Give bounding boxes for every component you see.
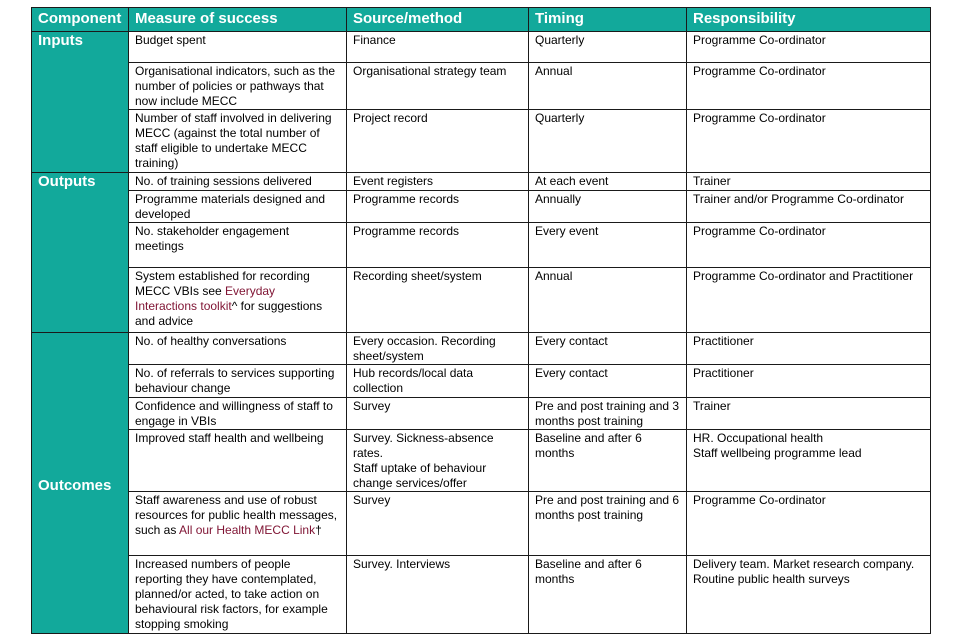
header-source: Source/method [347,8,529,32]
source-cell: Programme records [347,191,529,223]
table-row [32,430,931,492]
measure-text: Staff awareness and use of robust resources for public health messages, such as [135,493,338,537]
table-row [32,268,931,333]
responsibility-cell: Programme Co-ordinator [687,32,931,63]
source-cell: Recording sheet/system [347,268,529,333]
responsibility-cell: Delivery team. Market research company. Routine public health surveys [687,556,931,634]
everyday-interactions-toolkit-link[interactable]: Everyday Interactions toolkit [135,284,276,313]
source-cell: Event registers [347,173,529,191]
responsibility-cell: Programme Co-ordinator [687,110,931,173]
table-row [32,556,931,634]
timing-cell: Baseline and after 6 months [529,430,687,492]
measure-cell: No. of referrals to services supporting behaviour change [129,365,347,398]
header-row [32,8,931,32]
table-row [32,333,931,365]
header-responsibility: Responsibility [687,8,931,32]
header-timing: Timing [529,8,687,32]
source-cell: Survey [347,492,529,556]
responsibility-cell: HR. Occupational health Staff wellbeing programme lead [687,430,931,492]
measure-text: ^ for suggestions and advice [135,299,323,328]
measure-cell: Improved staff health and wellbeing [129,430,347,492]
timing-cell: Annual [529,268,687,333]
timing-cell: Quarterly [529,32,687,63]
measure-text: † [315,523,322,537]
timing-cell: Quarterly [529,110,687,173]
table-row [32,223,931,268]
timing-cell: Every contact [529,333,687,365]
measure-cell: No. stakeholder engagement meetings [129,223,347,268]
source-cell: Programme records [347,223,529,268]
measure-cell: No. of healthy conversations [129,333,347,365]
measure-cell: Confidence and willingness of staff to engage in VBIs [129,398,347,430]
timing-cell: Annual [529,63,687,110]
all-our-health-link[interactable]: All our Health MECC Link [179,523,316,537]
source-cell: Survey. Interviews [347,556,529,634]
component-outcomes [32,333,129,634]
measure-cell: No. of training sessions delivered [129,173,347,191]
component-inputs: Inputs [32,32,129,173]
measure-cell: Organisational indicators, such as the number of policies or pathways that now include MECC [129,63,347,110]
responsibility-cell: Trainer and/or Programme Co-ordinator [687,191,931,223]
measure-cell: Increased numbers of people reporting they have contemplated, planned/or acted, to take action on behavioural risk factors, for example stopping smoking [129,556,347,634]
timing-cell: Every contact [529,365,687,398]
source-cell: Every occasion. Recording sheet/system [347,333,529,365]
measure-cell [129,492,347,556]
responsibility-cell: Practitioner [687,365,931,398]
responsibility-cell: Practitioner [687,333,931,365]
source-cell: Organisational strategy team [347,63,529,110]
responsibility-cell: Programme Co-ordinator [687,63,931,110]
component-outcomes-label: Outcomes [38,477,112,494]
timing-cell: Baseline and after 6 months [529,556,687,634]
responsibility-cell: Programme Co-ordinator and Practitioner [687,268,931,333]
table-row [32,191,931,223]
table-row [32,173,931,191]
table-row [32,492,931,556]
measure-text: System established for recording MECC VBIs see [135,269,310,298]
table-row [32,32,931,63]
source-cell: Survey. Sickness-absence rates. Staff uptake of behaviour change services/offer [347,430,529,492]
source-cell: Finance [347,32,529,63]
table-row [32,398,931,430]
source-cell: Survey [347,398,529,430]
table-row [32,365,931,398]
timing-cell: Pre and post training and 6 months post training [529,492,687,556]
measure-cell: Number of staff involved in delivering MECC (against the total number of staff eligible to undertake MECC training) [129,110,347,173]
timing-cell: At each event [529,173,687,191]
table-row [32,63,931,110]
evaluation-framework-table [31,7,931,634]
responsibility-cell: Programme Co-ordinator [687,223,931,268]
header-component: Component [32,8,129,32]
timing-cell: Every event [529,223,687,268]
measure-cell: Budget spent [129,32,347,63]
timing-cell: Pre and post training and 3 months post training [529,398,687,430]
measure-cell [129,268,347,333]
table-row [32,110,931,173]
responsibility-cell: Trainer [687,398,931,430]
measure-cell: Programme materials designed and developed [129,191,347,223]
component-outputs: Outputs [32,173,129,333]
source-cell: Hub records/local data collection [347,365,529,398]
responsibility-cell: Programme Co-ordinator [687,492,931,556]
timing-cell: Annually [529,191,687,223]
source-cell: Project record [347,110,529,173]
header-measure: Measure of success [129,8,347,32]
responsibility-cell: Trainer [687,173,931,191]
